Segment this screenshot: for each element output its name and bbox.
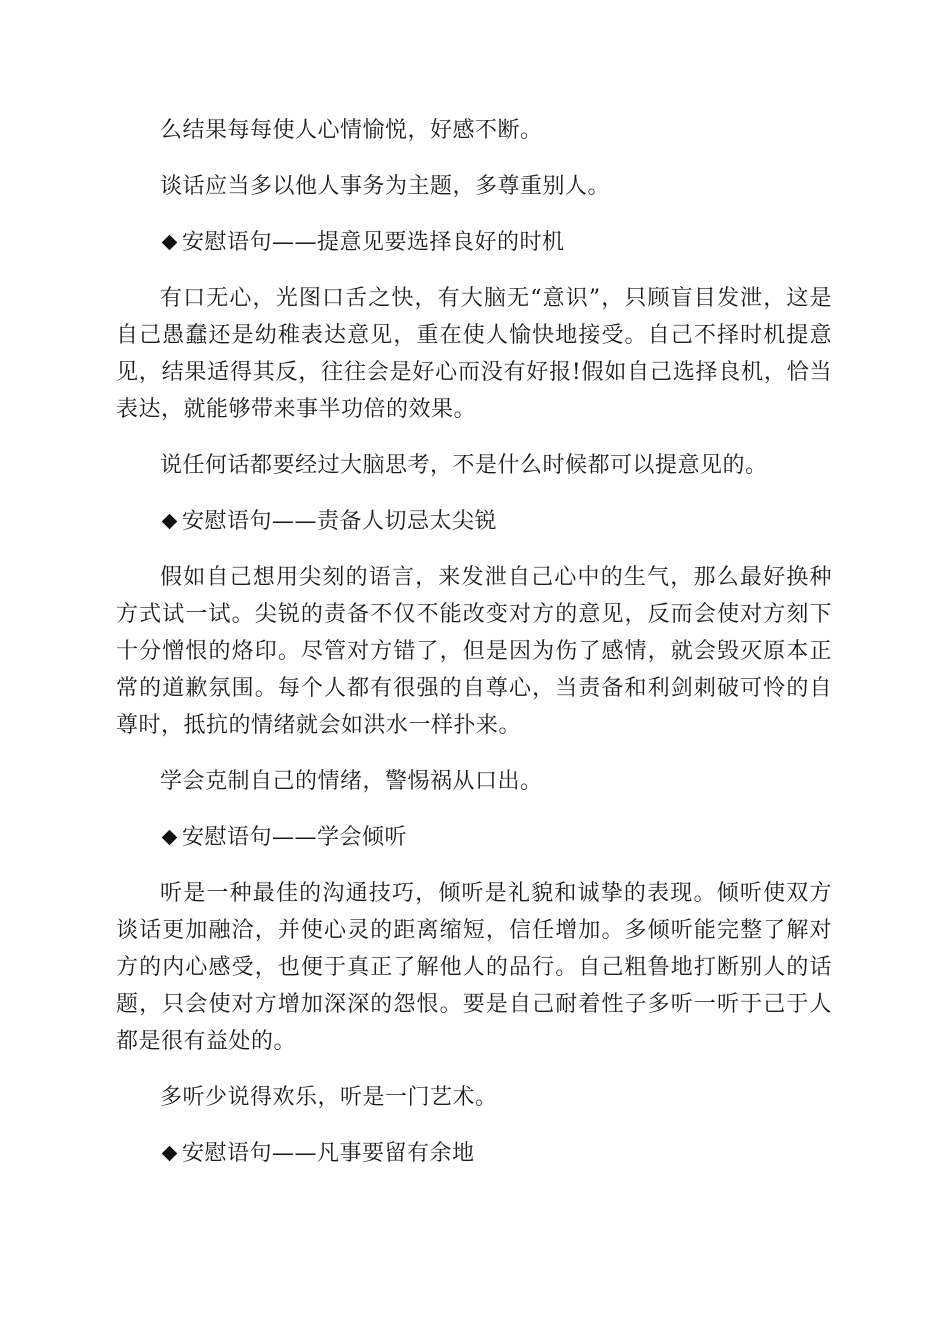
section-heading [116,503,832,540]
diamond-bullet-icon [162,830,178,846]
section-heading-text: 安慰语句——学会倾听 [182,825,408,850]
paragraph: 谈话应当多以他人事务为主题，多尊重别人。 [160,174,611,199]
section-heading [116,819,832,856]
section-heading [116,224,832,261]
paragraph: 说任何话都要经过大脑思考，不是什么时候都可以提意见的。 [160,453,768,478]
diamond-bullet-icon [162,1146,178,1162]
diamond-bullet-icon [162,235,178,251]
section-heading [116,1135,832,1172]
paragraph: 有口无心，光图口舌之快，有大脑无“意识”，只顾盲目发泄，这是自己愚蠢还是幼稚表达意见，重在使人愉快地接受。自己不择时机提意见，结果适得其反，往往会是好心而没有好报!假如自己选择良机，恰当表达，就能够带来事半功倍的效果。 [116,286,832,422]
paragraph: 假如自己想用尖刻的语言，来发泄自己心中的生气，那么最好换种方式试一试。尖锐的责备不仅不能改变对方的意见，反而会使对方刻下十分憎恨的烙印。尽管对方错了，但是因为伤了感情，就会毁灭原本正常的道歉氛围。每个人都有很强的自尊心，当责备和利剑刺破可怜的自尊时，抵抗的情绪就会如洪水一样扑来。 [116,565,832,738]
section-heading-text: 安慰语句——责备人切忌太尖锐 [182,509,498,534]
paragraph: 多听少说得欢乐，听是一门艺术。 [160,1085,498,1110]
paragraph: 学会克制自己的情绪，警惕祸从口出。 [160,769,543,794]
paragraph: 么结果每每使人心情愉悦，好感不断。 [160,118,543,143]
diamond-bullet-icon [162,514,178,530]
section-heading-text: 安慰语句——凡事要留有余地 [182,1141,475,1166]
paragraph: 听是一种最佳的沟通技巧，倾听是礼貌和诚挚的表现。倾听使双方谈话更加融洽，并使心灵的距离缩短，信任增加。多倾听能完整了解对方的内心感受，也便于真正了解他人的品行。自己粗鲁地打断别人的话题，只会使对方增加深深的怨恨。要是自己耐着性子多听一听于己于人都是很有益处的。 [116,881,832,1054]
section-heading-text: 安慰语句——提意见要选择良好的时机 [182,230,565,255]
document-body [116,112,832,1191]
